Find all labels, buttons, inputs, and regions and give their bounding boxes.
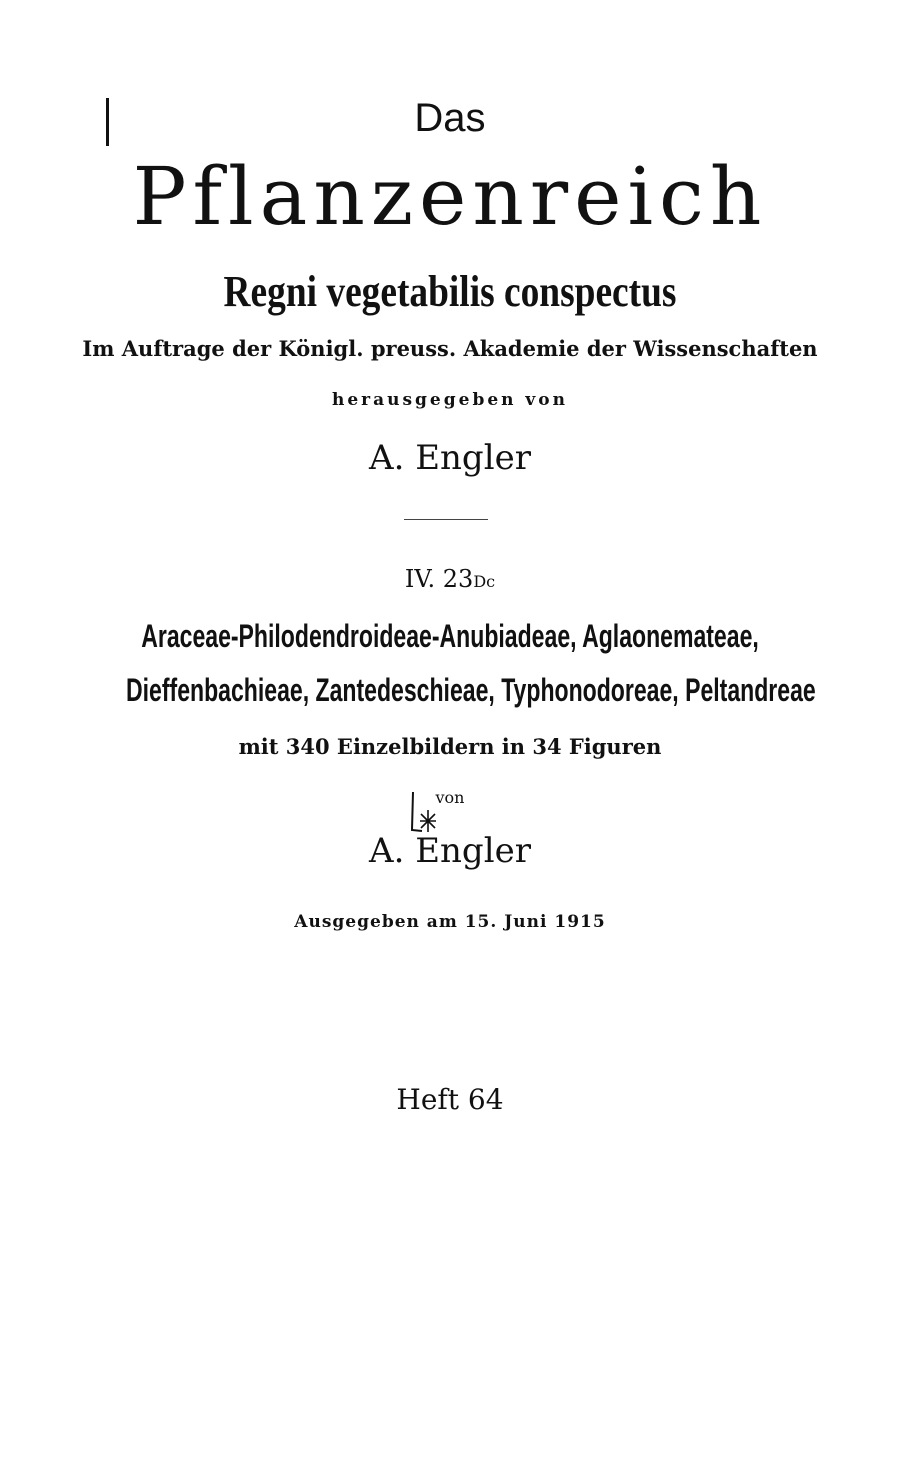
editor-label: herausgegeben von [331, 390, 569, 410]
pre-title: Das [414, 96, 486, 140]
subtitle: Regni vegetabilis conspectus [223, 267, 677, 316]
series-number [0, 565, 900, 593]
commission-line: Im Auftrage der Königl. preuss. Akademie der Wissenschaften [82, 336, 818, 361]
issue-number: Heft 64 [396, 1083, 504, 1116]
author-label: von [435, 788, 465, 807]
figures-note: mit 340 Einzelbildern in 34 Figuren [238, 734, 662, 759]
author-name: A. Engler [369, 831, 531, 871]
publication-date: Ausgegeben am 15. Juni 1915 [294, 912, 606, 932]
taxa-line-1: Araceae-Philodendroideae-Anubiadeae, Aglaonemateae, [141, 618, 759, 654]
series-part: Dc [473, 572, 496, 591]
divider-rule [404, 519, 488, 520]
editor-name: A. Engler [369, 438, 531, 478]
taxa-line-2: Dieffenbachieae, Zantedeschieae, Typhonodoreae, Peltandreae [126, 672, 816, 708]
series-volume: IV. 23 [404, 565, 474, 593]
main-title: Pflanzenreich [132, 150, 768, 243]
